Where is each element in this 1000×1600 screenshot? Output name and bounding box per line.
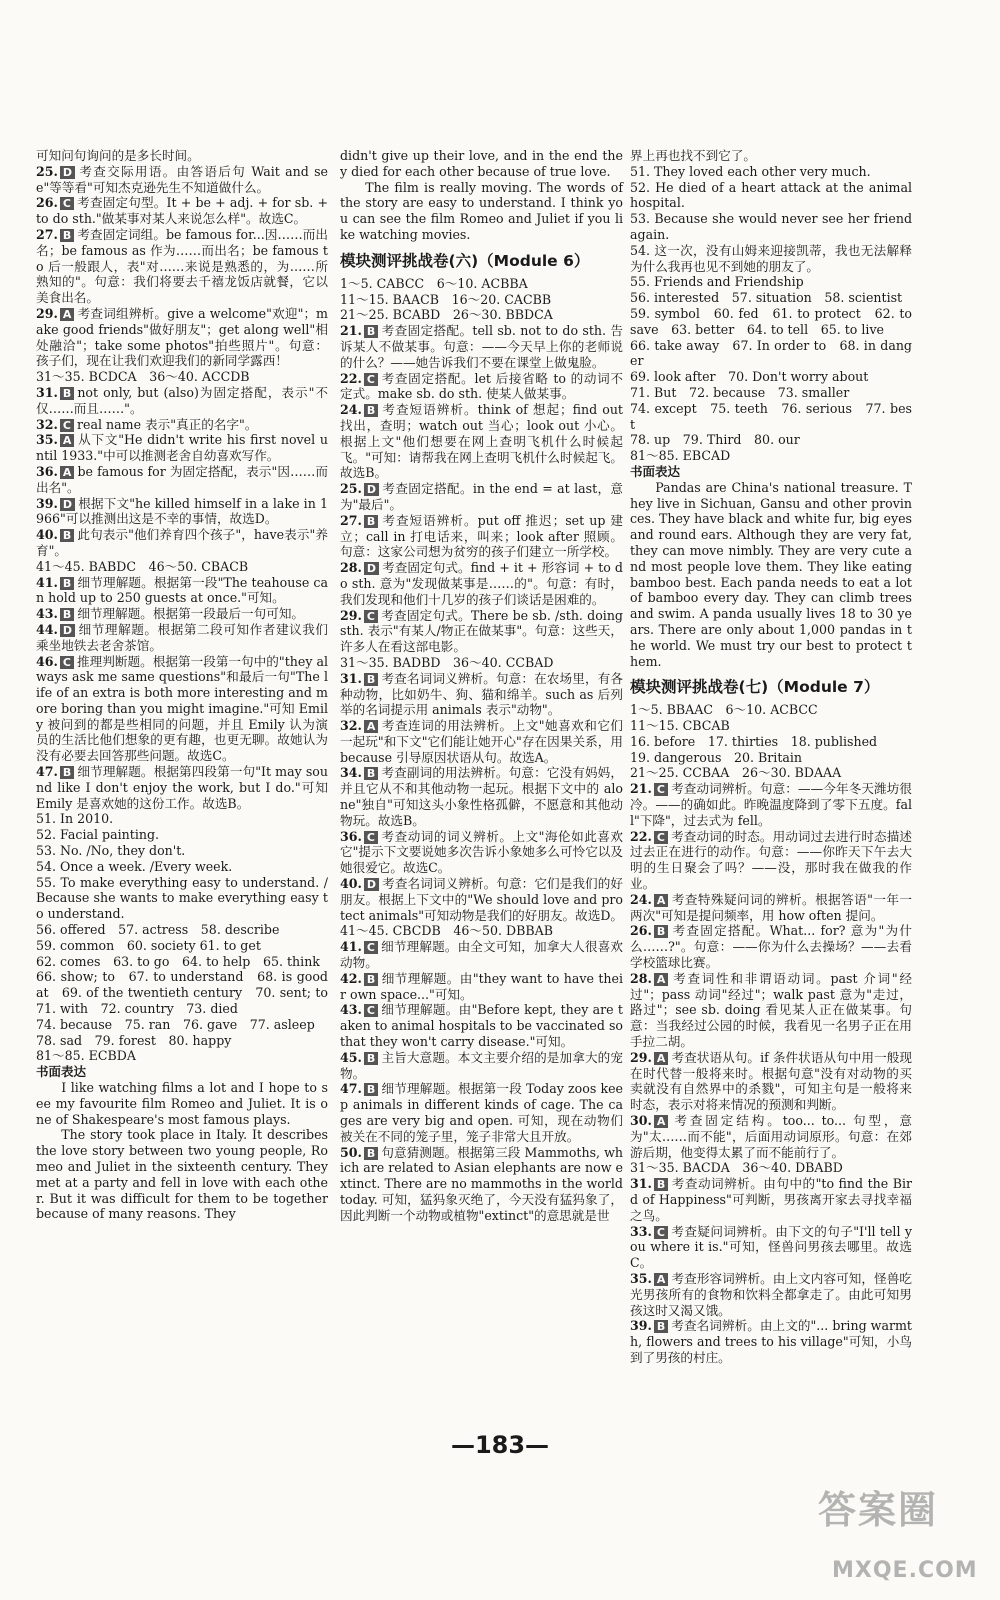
text-line: 59. symbol 60. fed 61. to protect 62. to save 63. better 64. to tell 65. to live (630, 305, 912, 337)
answer-badge: D (60, 498, 75, 511)
answer-item: 36. A be famous for 为固定搭配，表示"因……而出名"。 (36, 463, 328, 495)
page-number: —183— (450, 1431, 550, 1459)
column-left (36, 148, 341, 1222)
answer-badge: A (654, 1273, 669, 1286)
text-line: 54. Once a week. /Every week. (36, 858, 233, 874)
answer-range: 81～85. ECBDA (36, 1048, 136, 1064)
answer-badge: C (364, 1004, 378, 1017)
answer-item: 45. B 主旨大意题。本文主要介绍的是加拿大的宠物。 (340, 1049, 623, 1081)
text-line: 55. To make everything easy to understand. /Because she wants to make everything easy to understand. (36, 874, 328, 922)
writing-paragraph: I like watching films a lot and I hope to see my favourite film Romeo and Juliet. It is one of Shakespeare's most famous plays. (36, 1080, 328, 1127)
answer-item: 25. D 考查固定搭配。in the end = at last，意为"最后"。 (340, 481, 623, 512)
answer-item: 28. A 考查词性和非谓语动词。past 介词"经过"；pass 动词"经过"；walk past 意为"走过，路过"；see sb. doing 看见某人正在做某事。句意：当我经过公园的时候，我看见一名男子正在用手拉二胡。 (630, 970, 912, 1050)
answer-range: 41～45. BABDC 46～50. CBACB (36, 558, 249, 574)
answer-item: 31. B 考查动词辨析。由句中的"to find the Bird of Happiness"可判断，男孩离开家去寻找幸福之鸟。 (630, 1176, 912, 1223)
answer-badge: C (364, 941, 378, 954)
writing-paragraph: The story took place in Italy. It describes the love story between two young people, Romeo and Juliet in the sixteenth century. They met at a party and fell in love with each other. But it was difficult for them to be together because of many reasons. They (36, 1127, 328, 1222)
text-line: 可知问句询问的是多长时间。 (36, 148, 200, 163)
answer-badge: B (364, 673, 378, 686)
section-title: 模块测评挑战卷(六)（Module 6） (340, 251, 590, 270)
answer-item: 29. A 考查词组辨析。give a welcome"欢迎"；make good friends"做好朋友"；get along well"相处融洽"；take some photos"拍些照片"。句意：孩子们，现在让我们欢迎我们的新同学露西！ (36, 305, 328, 369)
answer-badge: D (364, 483, 379, 496)
answer-badge: C (364, 831, 378, 844)
text-line: 56. offered 57. actress 58. describe (36, 922, 280, 938)
answer-badge: A (60, 434, 75, 447)
answer-item: 24. B 考查短语辨析。think of 想起；find out 找出，查明；watch out 当心；look out 小心。根据上文"他们想要在网上查明飞机什么时候起飞。"可知：请帮我在网上查明飞机什么时候起飞。故选B。 (340, 402, 623, 481)
answer-badge: D (364, 562, 379, 575)
answer-item: 47. B 细节理解题。根据第四段第一句"It may sound like I don't enjoy the work, but I do."可知 Emily 是喜欢她的这份工作。故选B。 (36, 764, 328, 811)
text-line: 52. Facial painting. (36, 827, 160, 843)
writing-paragraph: The film is really moving. The words of the story are easy to understand. I think you can see the film Romeo and Juliet if you like watching movies. (340, 179, 623, 242)
answer-item: 43. C 细节理解题。由"Before kept, they are taken to animal hospitals to be vaccinated so that they won't carry disease."可知。 (340, 1002, 623, 1050)
text-line: 78. sad 79. forest 80. happy (36, 1032, 232, 1048)
answer-badge: B (60, 766, 74, 779)
answer-badge: B (60, 577, 74, 590)
answer-badge: D (60, 624, 75, 637)
answer-range: 21～25. BCABD 26～30. BBDCA (340, 307, 553, 323)
writing-title: 书面表达 (630, 463, 681, 479)
column-right (630, 148, 912, 1366)
text-line: 71. But 72. because 73. smaller (630, 384, 850, 400)
answer-badge: B (364, 1052, 378, 1065)
answer-item: 39. B 考查名词辨析。由上文的"... bring warmth, flowers and trees to his village"可知，小鸟到了男孩的村庄。 (630, 1318, 912, 1365)
answer-item: 21. C 考查动词辨析。句意：——今年冬天潍坊很冷。——的确如此。昨晚温度降到了零下五度。fall"下降"，过去式为 fell。 (630, 781, 912, 828)
answer-badge: C (364, 373, 378, 386)
answer-badge: B (364, 973, 378, 986)
answer-item: 30. A 考查固定结构。too... to... 句型，意为"太……而不能"，后面用动词原形。句意：在郊游后期，他变得太累了而不能前行了。 (630, 1113, 912, 1160)
watermark-text: 答案圈 (818, 1488, 939, 1532)
answer-item: 41. B 细节理解题。根据第一段"The teahouse can hold up to 250 guests at once."可知。 (36, 574, 328, 606)
answer-item: 25. D 考查交际用语。由答语后句 Wait and see"等等看"可知杰克逊先生不知道做什么。 (36, 163, 328, 195)
text-line: 59. common 60. society 61. to get (36, 937, 261, 953)
text-line: 74. because 75. ran 76. gave 77. asleep (36, 1016, 315, 1032)
answer-item: 21. B 考查固定搭配。tell sb. not to do sth. 告诉某人不做某事。句意：——今天早上你的老师说的什么？——她告诉我们不要在课堂上做鬼脸。 (340, 323, 623, 370)
answer-item: 22. C 考查动词的时态。用动词过去进行时态描述过去正在进行的动作。句意：——你昨天下午去大明的生日聚会了吗？——没，那时我在做我的作业。 (630, 828, 912, 892)
answer-item: 47. B 细节理解题。根据第一段 Today zoos keep animals in different kinds of cage. The cages are very big and open. 可知，现在动物们被关在不同的笼子里，笼子非常大且开放。 (340, 1081, 623, 1144)
answer-item: 40. D 考查名词词义辨析。句意：它们是我们的好朋友。根据上下文中的"We should love and protect animals"可知动物是我们的好朋友。故选D。 (340, 876, 624, 923)
writing-paragraph: Pandas are China's national treasure. They live in Sichuan, Gansu and other provinces. They have black and white fur, big eyes and round ears. Although they are very fat, they can move nimbly. They are very cute and most people love them. They like eating bamboo best. Each panda needs to eat a lot of bamboo every day. They can climb trees and swim. A panda usually lives 18 to 30 years. There are only about 1,000 pandas in the world. We must try our best to protect them. (630, 479, 912, 669)
answer-item: 28. D 考查固定句式。find + it + 形容词 + to do sth. 意为"发现做某事是……的"。句意：有时，我们发现和他们十几岁的孩子们谈话是困难的。 (340, 560, 623, 607)
answer-item: 31. B 考查名词词义辨析。句意：在农场里，有各种动物，比如奶牛、狗、猫和绵羊。such as 后列举的名词提示用 animals 表示"动物"。 (340, 670, 623, 718)
answer-badge: C (60, 656, 74, 669)
text-line: 78. up 79. Third 80. our (630, 432, 800, 448)
answer-item: 26. C 考查固定句型。It + be + adj. + for sb. + to do sth."做某事对某人来说怎么样"。故选C。 (36, 195, 328, 227)
answer-badge: A (654, 973, 669, 986)
text-line: 56. interested 57. situation 58. scientist (630, 290, 903, 306)
text-line: 53. No. /No, they don't. (36, 843, 186, 859)
answer-range: 81～85. EBCAD (630, 448, 731, 464)
answer-item: 43. B 细节理解题。根据第一段最后一句可知。 (36, 606, 304, 622)
answer-badge: B (60, 529, 74, 542)
answer-badge: B (364, 767, 378, 780)
answer-badge: B (364, 1083, 378, 1096)
writing-title: 书面表达 (36, 1064, 87, 1080)
answer-item: 36. C 考查动词的词义辨析。上文"海伦如此喜欢它"提示下文要说她多次告诉小象她多么可怜它以及她很爱它。故选C。 (340, 828, 623, 876)
text-line: 62. comes 63. to go 64. to help 65. think (36, 953, 320, 969)
answer-item: 32. C real name 表示"真正的名字"。 (36, 416, 258, 432)
answer-range: 31～35. BACDA 36～40. DBABD (630, 1160, 843, 1176)
answer-badge: C (60, 197, 74, 210)
answer-item: 27. B 考查固定词组。be famous for...因……而出名；be famous as 作为……而出名；be famous to 后一般跟人，表"对……来说是熟悉的，为……所熟知的"。句意：我们将要去千禧龙饭店就餐，它以美食出名。 (36, 226, 328, 306)
answer-item: 31. B not only, but (also)为固定搭配，表示"不仅……而且……"。 (36, 384, 328, 416)
text-line: 66. take away 67. In order to 68. in danger (630, 337, 912, 369)
answer-range: 11～15. BAACB 16～20. CACBB (340, 291, 552, 307)
section-title: 模块测评挑战卷(七)（Module 7） (630, 678, 880, 697)
answer-badge: B (364, 404, 378, 417)
answer-item: 35. A 从下文"He didn't write his first novel until 1933."中可以推测老舍自幼喜欢写作。 (36, 432, 328, 464)
text-line: 19. dangerous 20. Britain (630, 749, 803, 765)
answer-item: 40. B 此句表示"他们养育四个孩子"，have表示"养育"。 (36, 527, 328, 558)
answer-badge: B (654, 925, 668, 938)
answer-range: 31～35. BCDCA 36～40. ACCDB (36, 369, 250, 385)
answer-badge: A (654, 894, 669, 907)
answer-badge: C (654, 831, 668, 844)
answer-range: 11～15. CBCAB (630, 718, 730, 734)
answer-range: 1～5. CABCC 6～10. ACBBA (340, 275, 528, 291)
answer-badge: D (364, 878, 379, 891)
answer-badge: B (364, 325, 378, 338)
text-line: 54. 这一次，没有山姆来迎接凯蒂，我也无法解释为什么我再也见不到她的朋友了。 (630, 242, 912, 274)
answer-item: 34. B 考查副词的用法辨析。句意：它没有妈妈，并且它从不和其他动物一起玩。根据下文中的 alone"独自"可知这头小象性格孤僻，不愿意和其他动物玩。故选B。 (340, 765, 623, 828)
text-line: 55. Friends and Friendship (630, 274, 804, 290)
text-line: 51. In 2010. (36, 811, 114, 827)
answer-item: 46. C 推理判断题。根据第一段第一句中的"they always ask me same questions"和最后一句"The life of an extra is both more interesting and more boring than you might imagine."可知 Emily 被问到的都是些相同的问题，并且 Emily 认为演员的生活比他们想象的更有趣，也更无聊。故她认为没有必要去回答那些问题。故选C。 (36, 653, 328, 764)
answer-item: 41. C 细节理解题。由全文可知，加拿大人很喜欢动物。 (340, 939, 623, 971)
answer-item: 50. B 句意猜测题。根据第三段 Mammoths, which are related to Asian elephants are now extinct. There are no mammoths in the world today. 可知，猛犸象灭绝了，今天没有猛犸象了，因此判断一个动物或植物"extinct"的意思就是世 (340, 1144, 623, 1223)
answer-badge: C (654, 1226, 668, 1239)
answer-item: 26. B 考查固定搭配。What... for? 意为"为什么……?"。句意：——你为什么去操场？——去看学校篮球比赛。 (630, 923, 912, 971)
answer-range: 21～25. CCBAA 26～30. BDAAA (630, 765, 842, 781)
answer-badge: A (364, 720, 379, 733)
answer-item: 22. C 考查固定搭配。let 后接省略 to 的动词不定式。make sb. do sth. 使某人做某事。 (340, 370, 623, 402)
watermark-logo (792, 1488, 982, 1598)
text-line: 69. look after 70. Don't worry about (630, 369, 869, 385)
answer-badge: C (654, 783, 668, 796)
answer-item: 42. B 细节理解题。由"they want to have their own space..."可知。 (340, 970, 623, 1002)
answer-item: 35. A 考查形容词辨析。由上文内容可知，怪兽吃光男孩所有的食物和饮料全都拿走了。由此可知男孩这时又渴又饿。 (630, 1270, 912, 1318)
answer-range: 1～5. BBAAC 6～10. ACBCC (630, 702, 818, 718)
answer-badge: A (654, 1115, 669, 1128)
answer-badge: B (60, 229, 74, 242)
answer-badge: D (60, 166, 75, 179)
answer-item: 44. D 细节理解题。根据第二段可知作者建议我们乘坐地铁去老舍茶馆。 (36, 621, 328, 653)
answer-item: 32. A 考查连词的用法辨析。上文"她喜欢和它们一起玩"和下文"它们能让她开心"存在因果关系，用 because 引导原因状语从句。故选A。 (340, 718, 623, 765)
answer-badge: B (60, 608, 74, 621)
answer-item: 29. C 考查固定句式。There be sb. /sth. doing sth. 表示"有某人/物正在做某事"。句意：这些天，许多人在看这部电影。 (340, 607, 623, 655)
answer-item: 29. A 考查状语从句。if 条件状语从句中用一般现在时代替一般将来时。根据句意"没有对动物的买卖就没有自然界中的杀戮"，可知主句是一般将来时态，表示对将来情况的预测和判断。 (630, 1049, 912, 1113)
answer-item: 27. B 考查短语辨析。put off 推迟；set up 建立；call in 打电话来，叫来；look after 照顾。句意：这家公司想为贫穷的孩子们建立一所学校。 (340, 512, 623, 560)
answer-badge: A (60, 308, 75, 321)
answer-badge: C (364, 610, 378, 623)
answer-badge: B (364, 1147, 378, 1160)
answer-badge: B (364, 515, 378, 528)
answer-range: 41～45. CBCDB 46～50. DBBAB (340, 923, 553, 939)
text-line: 界上再也找不到它了。 (630, 148, 756, 163)
text-line: 66. show; to 67. to understand 68. is good at 69. of the twentieth century 70. sent; to 71. with 72. country 73. died (36, 969, 341, 1017)
writing-paragraph: didn't give up their love, and in the end they died for each other because of true love. (340, 148, 623, 179)
answer-item: 24. A 考查特殊疑问词的辨析。根据答语"一年一两次"可知是提问频率，用 how often 提问。 (630, 891, 912, 923)
answer-badge: B (60, 387, 74, 400)
text-line: 52. He died of a heart attack at the animal hospital. (630, 179, 912, 211)
watermark-url: MXQE.COM (832, 1558, 978, 1583)
text-line: 53. Because she would never see her friend again. (630, 211, 912, 242)
answer-badge: B (654, 1320, 668, 1333)
text-line: 51. They loved each other very much. (630, 163, 871, 179)
text-line: 74. except 75. teeth 76. serious 77. best (630, 400, 912, 432)
answer-badge: A (654, 1052, 669, 1065)
answer-item: 33. C 考查疑问词辨析。由下文的句子"I'll tell you where it is."可知，怪兽问男孩去哪里。故选C。 (630, 1223, 912, 1271)
text-line: 16. before 17. thirties 18. published (630, 733, 878, 749)
answer-range: 31～35. BADBD 36～40. CCBAD (340, 654, 554, 670)
answer-item: 39. D 根据下文"he killed himself in a lake in 1966"可以推测出这是不幸的事情，故选D。 (36, 495, 328, 527)
column-middle (340, 148, 623, 1224)
answer-badge: A (60, 466, 75, 479)
answer-badge: C (60, 419, 74, 432)
answer-badge: B (654, 1178, 668, 1191)
